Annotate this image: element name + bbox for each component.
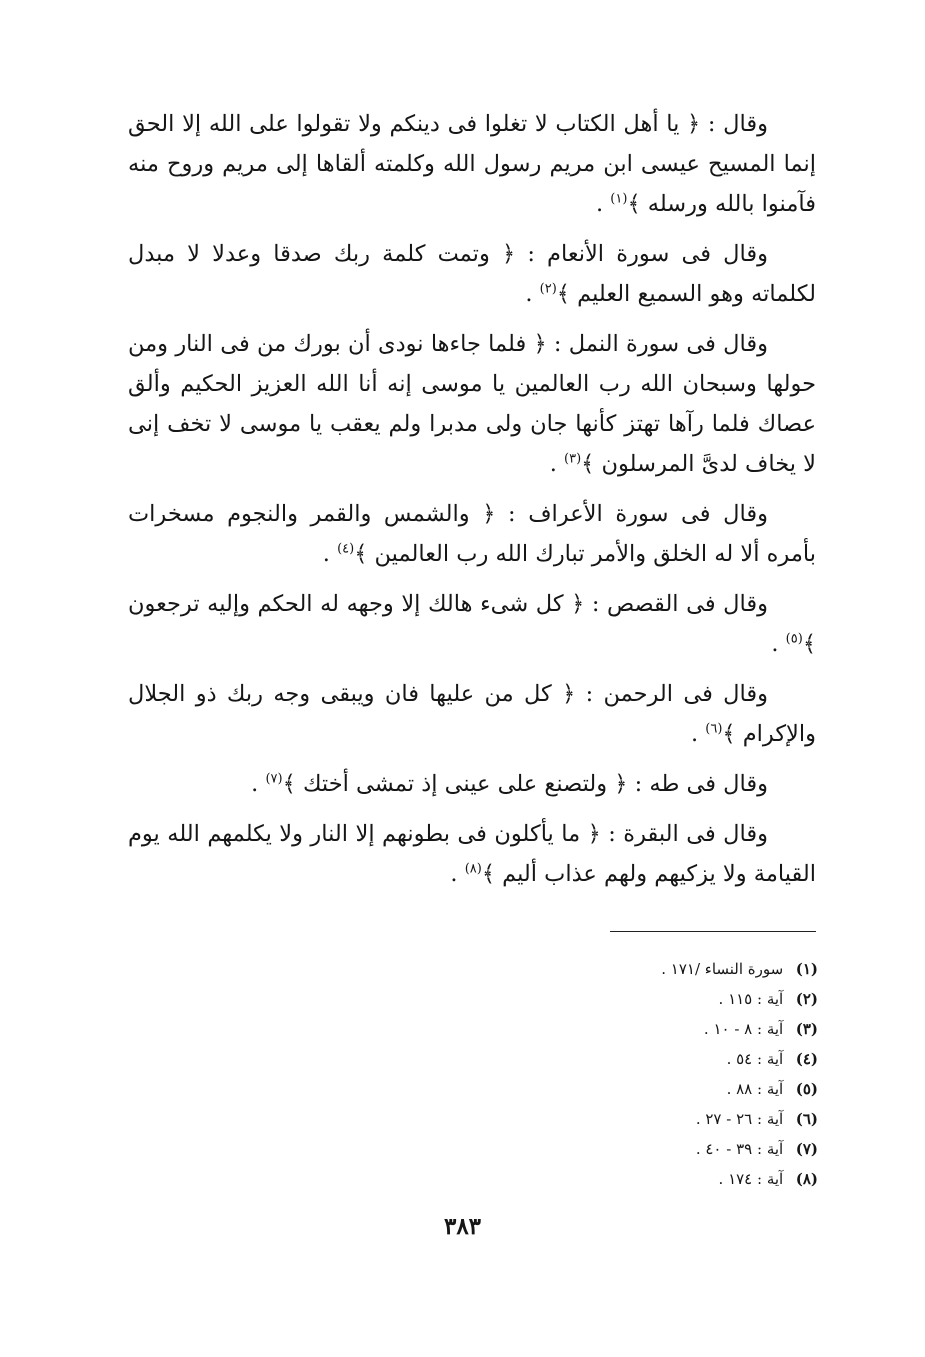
footnote-text: آية : ٢٦ - ٢٧ .	[695, 1110, 784, 1128]
footnote-ref: (٧)	[265, 771, 283, 787]
page-number: ٣٨٣	[443, 1213, 482, 1240]
end-mark: .	[595, 191, 611, 217]
footnote-text: آية : ١١٥ .	[718, 990, 784, 1008]
paragraph-text: وقال : ﴿ يا أهل الكتاب لا تغلوا فى دينكم ولا تقولوا على الله إلا الحق إنما المسيح عيسى ابن مريم رسول الله وكلمته ألقاها إلى مريم وروح منه فآمنوا بالله ورسله ﴾	[128, 111, 816, 217]
paragraph-6	[128, 674, 816, 754]
end-mark: .	[450, 861, 465, 887]
footnote-ref: (٤)	[337, 541, 355, 557]
footnote-item	[520, 1074, 818, 1104]
footnote-item	[520, 984, 818, 1014]
footnote-text: سورة النساء /١٧١ .	[661, 960, 784, 978]
paragraph-text: وقال فى سورة الأنعام : ﴿ وتمت كلمة ربك صدقا وعدلا لا مبدل لكلماته وهو السميع العليم ﴾	[128, 241, 816, 307]
footnote-item	[520, 1164, 818, 1194]
paragraph-text: وقال فى سورة الأعراف : ﴿ والشمس والقمر والنجوم مسخرات بأمره ألا له الخلق والأمر تبارك الله رب العالمين ﴾	[128, 501, 816, 567]
footnote-number: (٦)	[795, 1110, 818, 1128]
footnote-item	[520, 1104, 818, 1134]
footnote-ref: (٨)	[464, 861, 482, 877]
footnote-ref: (٣)	[564, 451, 582, 467]
footnote-text: آية : ٣٩ - ٤٠ .	[695, 1140, 784, 1158]
paragraph-5	[128, 584, 816, 664]
footnote-item	[520, 1014, 818, 1044]
paragraph-text: وقال فى القصص : ﴿ كل شىء هالك إلا وجهه له الحكم وإليه ترجعون ﴾	[128, 591, 816, 657]
footnote-number: (٣)	[795, 1020, 818, 1038]
end-mark: .	[690, 721, 706, 747]
footnote-number: (١)	[795, 960, 818, 978]
paragraph-1	[128, 104, 816, 224]
end-mark: .	[525, 281, 540, 307]
footnote-text: آية : ٨ - ١٠ .	[703, 1020, 784, 1038]
end-mark: .	[322, 541, 338, 567]
footnote-ref: (٦)	[705, 721, 723, 737]
paragraph-3	[128, 324, 816, 484]
footnote-text: آية : ١٧٤ .	[718, 1170, 784, 1188]
paragraph-text: وقال فى طه : ﴿ ولتصنع على عينى إذ تمشى أختك ﴾	[282, 771, 768, 797]
paragraph-8	[128, 814, 816, 894]
footnote-ref: (٥)	[785, 631, 803, 647]
footnote-item	[520, 954, 818, 984]
footnote-text: آية : ٨٨ .	[726, 1080, 784, 1098]
paragraph-7	[128, 764, 816, 804]
end-mark: .	[251, 771, 266, 797]
footnote-item	[520, 1134, 818, 1164]
footnotes	[520, 954, 818, 1194]
main-text	[128, 104, 816, 894]
footnote-ref: (١)	[610, 191, 628, 207]
paragraph-text: وقال فى الرحمن : ﴿ كل من عليها فان ويبقى وجه ربك ذو الجلال والإكرام ﴾	[128, 681, 816, 747]
footnote-number: (٨)	[795, 1170, 818, 1188]
paragraph-text: وقال فى البقرة : ﴿ ما يأكلون فى بطونهم إلا النار ولا يكلمهم الله يوم القيامة ولا يزكيهم ولهم عذاب أليم ﴾	[128, 821, 816, 887]
end-mark: .	[771, 631, 786, 657]
footnote-number: (٥)	[795, 1080, 818, 1098]
paragraph-4	[128, 494, 816, 574]
footnote-number: (٧)	[795, 1140, 818, 1158]
footnote-text: آية : ٥٤ .	[726, 1050, 784, 1068]
footnote-number: (٢)	[795, 990, 818, 1008]
paragraph-text: وقال فى سورة النمل : ﴿ فلما جاءها نودى أن بورك من فى النار ومن حولها وسبحان الله رب العالمين يا موسى إنه أنا الله العزيز الحكيم وألق عصاك فلما رآها تهتز كأنها جان ولى مدبرا ولم يعقب يا موسى لا تخف إنى لا يخاف لدىَّ المرسلون ﴾	[128, 331, 816, 477]
paragraph-2	[128, 234, 816, 314]
footnote-number: (٤)	[795, 1050, 818, 1068]
end-mark: .	[549, 451, 565, 477]
footnote-divider	[610, 931, 816, 932]
footnote-ref: (٢)	[539, 281, 557, 297]
footnote-item	[520, 1044, 818, 1074]
